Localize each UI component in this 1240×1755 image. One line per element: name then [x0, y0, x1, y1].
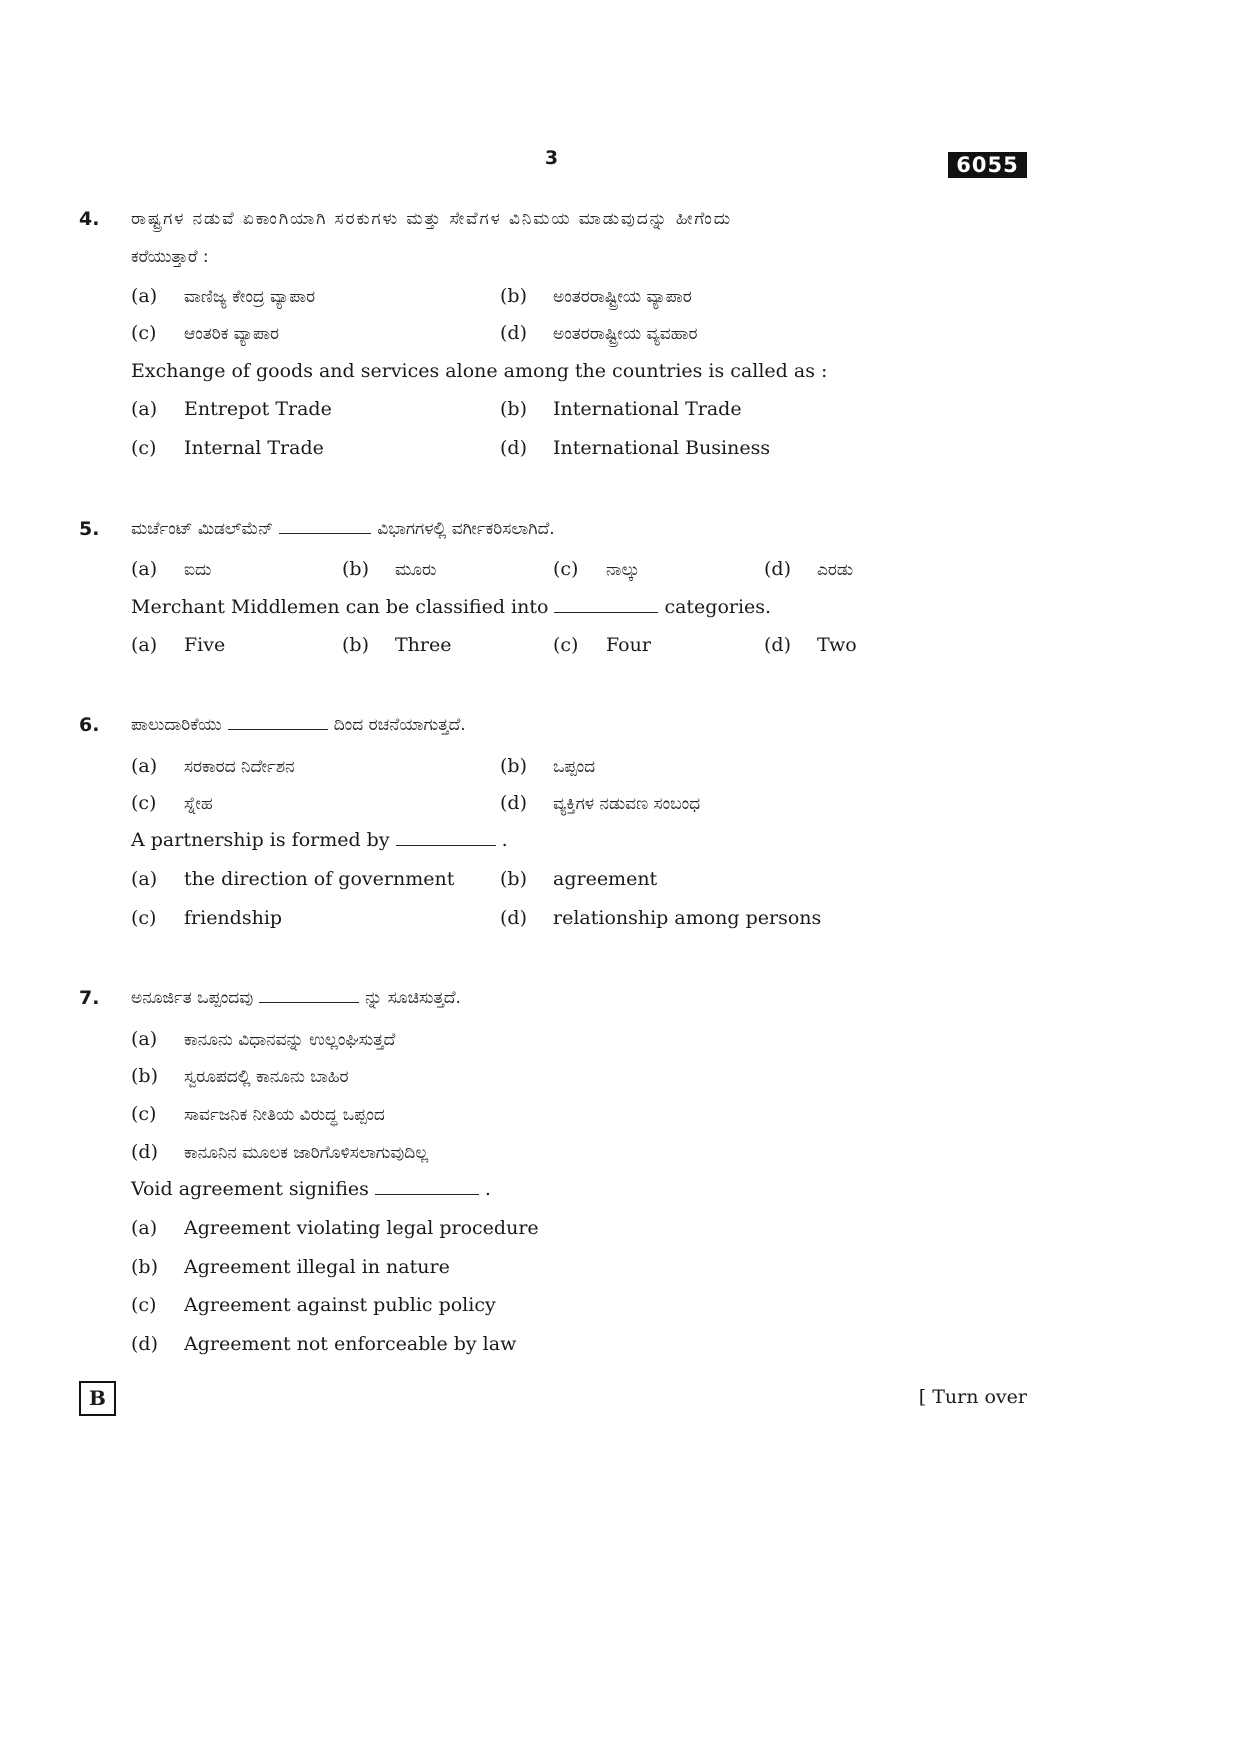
option-a-kannada: [131, 285, 315, 307]
fill-blank: [375, 1180, 479, 1195]
question-text-part: ವಿಭಾಗಗಳಲ್ಲಿ ವರ್ಗೀಕರಿಸಲಾಗಿದೆ.: [377, 519, 555, 539]
option-text: ವ್ಯಕ್ತಿಗಳ ನಡುವಣ ಸಂಬಂಧ: [553, 794, 701, 814]
option-label: (a): [131, 285, 158, 307]
option-label: (b): [342, 634, 369, 656]
option-label: (c): [131, 437, 157, 459]
option-label: (b): [500, 868, 527, 890]
option-text: agreement: [553, 868, 658, 890]
option-text: ವಾಣಿಜ್ಯ ಕೇಂದ್ರ ವ್ಯಾಪಾರ: [184, 287, 316, 307]
option-label: (d): [764, 634, 791, 656]
fill-blank: [554, 598, 658, 613]
option-text: Agreement illegal in nature: [184, 1256, 450, 1278]
option-d-english: [500, 437, 770, 459]
option-label: (d): [500, 437, 527, 459]
question-text-part: ನ್ನು ಸೂಚಿಸುತ್ತದೆ.: [365, 988, 461, 1008]
turn-over-note: [ Turn over: [918, 1386, 1027, 1408]
option-a-english: [131, 634, 225, 656]
question-text-part: ಅನೂರ್ಜಿತ ಒಪ್ಪಂದವು: [131, 988, 254, 1008]
option-b-kannada: [131, 1065, 349, 1087]
option-b-english: [500, 398, 742, 420]
option-label: (b): [500, 755, 527, 777]
option-label: (d): [500, 322, 527, 344]
option-label: (a): [131, 755, 158, 777]
option-label: (b): [342, 558, 369, 580]
question-text-kannada-cont: ಕರೆಯುತ್ತಾರೆ :: [131, 247, 209, 267]
option-label: (d): [131, 1333, 158, 1355]
option-text: ಎರಡು: [817, 560, 854, 580]
option-text: ಮೂರು: [395, 560, 437, 580]
option-text: the direction of government: [184, 868, 455, 890]
option-text: ಸ್ವರೂಪದಲ್ಲಿ ಕಾನೂನು ಬಾಹಿರ: [184, 1067, 349, 1087]
option-text: International Trade: [553, 398, 742, 420]
option-text: Three: [395, 634, 452, 656]
option-c-kannada: [131, 322, 279, 344]
option-b-kannada: [500, 285, 692, 307]
version-code-box: B: [79, 1381, 116, 1416]
option-a-english: [131, 1217, 539, 1239]
fill-blank: [259, 988, 359, 1003]
option-text: ಕಾನೂನಿನ ಮೂಲಕ ಜಾರಿಗೊಳಿಸಲಾಗುವುದಿಲ್ಲ: [184, 1143, 429, 1163]
question-number: 5.: [79, 518, 100, 540]
option-text: ನಾಲ್ಕು: [606, 560, 640, 580]
option-text: International Business: [553, 437, 771, 459]
fill-blank: [228, 715, 328, 730]
option-text: Agreement against public policy: [184, 1294, 496, 1316]
option-label: (b): [131, 1065, 158, 1087]
fill-blank: [396, 831, 496, 846]
option-label: (c): [131, 322, 157, 344]
option-c-kannada: [553, 558, 640, 580]
option-label: (a): [131, 398, 158, 420]
option-d-english: [131, 1333, 516, 1355]
option-a-kannada: [131, 1028, 395, 1050]
option-label: (c): [131, 907, 157, 929]
question-text-part: Void agreement signifies: [131, 1178, 369, 1200]
option-label: (d): [500, 792, 527, 814]
option-text: Five: [184, 634, 226, 656]
question-text-part: ಮರ್ಚೆಂಟ್ ಮಿಡಲ್‌ಮೆನ್: [131, 519, 274, 539]
option-text: Two: [817, 634, 857, 656]
option-text: ಅಂತರರಾಷ್ಟ್ರೀಯ ವ್ಯಾಪಾರ: [553, 287, 692, 307]
option-label: (a): [131, 634, 158, 656]
question-text-english: [131, 829, 508, 851]
option-text: Four: [606, 634, 651, 656]
question-text-part: categories.: [664, 596, 772, 618]
question-number: 4.: [79, 208, 100, 230]
option-label: (c): [131, 1294, 157, 1316]
option-text: ಸ್ನೇಹ: [184, 794, 213, 814]
option-label: (b): [131, 1256, 158, 1278]
option-d-english: [764, 634, 857, 656]
option-c-english: [131, 1294, 496, 1316]
option-c-english: [131, 907, 282, 929]
option-c-kannada: [131, 1103, 385, 1125]
option-a-english: [131, 868, 454, 890]
option-b-english: [500, 868, 657, 890]
question-text-english: [131, 596, 771, 618]
option-text: Agreement violating legal procedure: [184, 1217, 539, 1239]
option-text: Internal Trade: [184, 437, 324, 459]
question-text-part: ದಿಂದ ರಚನೆಯಾಗುತ್ತದೆ.: [333, 715, 466, 735]
question-text-part: Merchant Middlemen can be classified into: [131, 596, 549, 618]
option-text: ಒಪ್ಪಂದ: [553, 757, 596, 777]
option-text: ಅಂತರರಾಷ್ಟ್ರೀಯ ವ್ಯವಹಾರ: [553, 324, 698, 344]
option-a-english: [131, 398, 332, 420]
option-d-kannada: [764, 558, 853, 580]
question-text-kannada: [131, 988, 461, 1008]
question-text-part: .: [484, 1178, 491, 1200]
option-text: Agreement not enforceable by law: [184, 1333, 517, 1355]
option-text: Entrepot Trade: [184, 398, 332, 420]
option-d-kannada: [131, 1141, 428, 1163]
option-label: (a): [131, 558, 158, 580]
option-a-kannada: [131, 755, 295, 777]
question-text-part: .: [501, 829, 508, 851]
option-label: (b): [500, 285, 527, 307]
question-text-kannada: [131, 715, 466, 735]
question-text-kannada: [131, 519, 555, 539]
question-text-part: A partnership is formed by: [131, 829, 390, 851]
option-label: (a): [131, 1028, 158, 1050]
option-c-english: [553, 634, 651, 656]
question-text-english: [131, 1178, 491, 1200]
option-label: (a): [131, 868, 158, 890]
option-text: ಐದು: [184, 560, 212, 580]
option-b-kannada: [342, 558, 436, 580]
option-b-english: [342, 634, 451, 656]
question-number: 7.: [79, 987, 100, 1009]
option-label: (d): [131, 1141, 158, 1163]
page-number: 3: [544, 147, 559, 169]
question-text-part: ಪಾಲುದಾರಿಕೆಯು: [131, 715, 222, 735]
option-a-kannada: [131, 558, 211, 580]
option-label: (d): [764, 558, 791, 580]
option-b-kannada: [500, 755, 595, 777]
question-number: 6.: [79, 714, 100, 736]
option-text: ಆಂತರಿಕ ವ್ಯಾಪಾರ: [184, 324, 279, 344]
option-text: ಸಾರ್ವಜನಿಕ ನೀತಿಯ ವಿರುದ್ಧ ಒಪ್ಪಂದ: [184, 1105, 385, 1125]
option-d-kannada: [500, 792, 700, 814]
option-text: ಕಾನೂನು ವಿಧಾನವನ್ನು ಉಲ್ಲಂಘಿಸುತ್ತದೆ: [184, 1030, 396, 1050]
option-text: ಸರಕಾರದ ನಿರ್ದೇಶನ: [184, 757, 295, 777]
paper-code-badge: 6055: [948, 152, 1027, 178]
question-text-kannada: ರಾಷ್ಟ್ರಗಳ ನಡುವೆ ಏಕಾಂಗಿಯಾಗಿ ಸರಕುಗಳು ಮತ್ತು ಸೇವೆಗಳ ವಿನಿಮಯ ಮಾಡುವುದನ್ನು ಹೀಗೆಂದು: [131, 209, 732, 229]
option-label: (c): [131, 792, 157, 814]
option-c-kannada: [131, 792, 213, 814]
option-d-english: [500, 907, 821, 929]
option-d-kannada: [500, 322, 697, 344]
option-text: relationship among persons: [553, 907, 822, 929]
option-label: (b): [500, 398, 527, 420]
option-b-english: [131, 1256, 450, 1278]
option-label: (c): [553, 558, 579, 580]
fill-blank: [279, 519, 371, 534]
option-c-english: [131, 437, 324, 459]
option-label: (a): [131, 1217, 158, 1239]
option-label: (d): [500, 907, 527, 929]
option-label: (c): [553, 634, 579, 656]
option-text: friendship: [184, 907, 283, 929]
option-label: (c): [131, 1103, 157, 1125]
question-text-english: Exchange of goods and services alone among the countries is called as :: [131, 360, 828, 382]
